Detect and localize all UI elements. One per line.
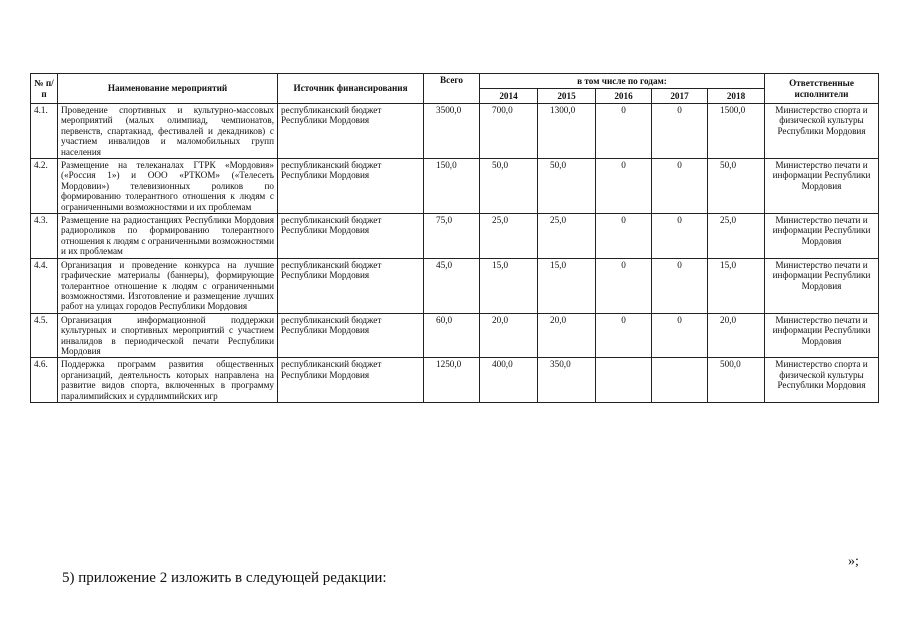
row-responsible: Министерство спорта и физической культуры Республики Мордовия [765, 358, 879, 403]
row-2017: 0 [652, 159, 708, 214]
row-2017 [652, 358, 708, 403]
header-year-2018: 2018 [708, 89, 765, 104]
row-event-name: Проведение спортивных и культурно-массовых мероприятий (малых олимпиад, чемпионатов, первенств, спартакиад, фестивалей и декадников) с участием инвалидов и маломобильных групп населения [58, 104, 278, 159]
row-2016: 0 [596, 214, 652, 259]
header-total: Всего [424, 74, 480, 104]
row-responsible: Министерство спорта и физической культуры Республики Мордовия [765, 104, 879, 159]
row-number: 4.3. [31, 214, 58, 259]
row-total: 45,0 [424, 258, 480, 313]
row-2017: 0 [652, 313, 708, 358]
row-number: 4.4. [31, 258, 58, 313]
row-2018: 25,0 [708, 214, 765, 259]
row-2015: 1300,0 [538, 104, 596, 159]
header-source: Источник финансирования [278, 74, 424, 104]
row-2014: 15,0 [480, 258, 538, 313]
program-table-container [30, 73, 878, 403]
row-funding-source: республиканский бюджет Республики Мордовия [278, 358, 424, 403]
row-2016: 0 [596, 104, 652, 159]
header-year-2014: 2014 [480, 89, 538, 104]
row-2015: 50,0 [538, 159, 596, 214]
row-2014: 400,0 [480, 358, 538, 403]
row-2014: 50,0 [480, 159, 538, 214]
header-num: № п/п [31, 74, 58, 104]
table-row [31, 258, 879, 313]
header-years-group: в том числе по годам: [480, 74, 765, 89]
row-total: 1250,0 [424, 358, 480, 403]
table-row [31, 104, 879, 159]
row-total: 150,0 [424, 159, 480, 214]
row-event-name: Поддержка программ развития общественных организаций, деятельность которых направлена на развитие видов спорта, включенных в программу паралимпийских и сурдлимпийских игр [58, 358, 278, 403]
row-total: 75,0 [424, 214, 480, 259]
row-number: 4.2. [31, 159, 58, 214]
row-2015: 350,0 [538, 358, 596, 403]
row-2015: 15,0 [538, 258, 596, 313]
row-2016: 0 [596, 313, 652, 358]
row-funding-source: республиканский бюджет Республики Мордовия [278, 214, 424, 259]
row-responsible: Министерство печати и информации Республики Мордовия [765, 214, 879, 259]
row-2017: 0 [652, 104, 708, 159]
table-row [31, 159, 879, 214]
row-number: 4.5. [31, 313, 58, 358]
row-responsible: Министерство печати и информации Республики Мордовия [765, 159, 879, 214]
row-event-name: Размещение на телеканалах ГТРК «Мордовия» («Россия 1») и ООО «РТКОМ» («Телесеть Мордовии») телевизионных роликов по формированию толерантного отношения к людям с ограниченными возможностями и их проблемам [58, 159, 278, 214]
row-2018: 500,0 [708, 358, 765, 403]
row-2016 [596, 358, 652, 403]
row-2016: 0 [596, 159, 652, 214]
header-name: Наименование мероприятий [58, 74, 278, 104]
row-2018: 20,0 [708, 313, 765, 358]
row-2018: 15,0 [708, 258, 765, 313]
row-funding-source: республиканский бюджет Республики Мордовия [278, 104, 424, 159]
table-row [31, 214, 879, 259]
row-2017: 0 [652, 214, 708, 259]
row-number: 4.6. [31, 358, 58, 403]
program-table [30, 73, 879, 403]
row-2015: 20,0 [538, 313, 596, 358]
header-year-2016: 2016 [596, 89, 652, 104]
row-responsible: Министерство печати и информации Республики Мордовия [765, 313, 879, 358]
row-number: 4.1. [31, 104, 58, 159]
row-2014: 25,0 [480, 214, 538, 259]
row-responsible: Министерство печати и информации Республики Мордовия [765, 258, 879, 313]
header-responsible: Ответственные исполнители [765, 74, 879, 104]
row-2018: 50,0 [708, 159, 765, 214]
row-event-name: Организация и проведение конкурса на лучшие графические материалы (баннеры), формирующие толерантное отношение к людям с ограниченными возможностями. Изготовление и размещение лучших работ на улицах городов Республики Мордовия [58, 258, 278, 313]
row-total: 60,0 [424, 313, 480, 358]
row-2016: 0 [596, 258, 652, 313]
row-2015: 25,0 [538, 214, 596, 259]
table-row [31, 358, 879, 403]
row-funding-source: республиканский бюджет Республики Мордовия [278, 258, 424, 313]
row-2014: 700,0 [480, 104, 538, 159]
row-funding-source: республиканский бюджет Республики Мордовия [278, 159, 424, 214]
row-event-name: Организация информационной поддержки культурных и спортивных мероприятий с участием инвалидов в периодической печати Республики Мордовия [58, 313, 278, 358]
row-total: 3500,0 [424, 104, 480, 159]
row-2018: 1500,0 [708, 104, 765, 159]
row-funding-source: республиканский бюджет Республики Мордовия [278, 313, 424, 358]
header-year-2017: 2017 [652, 89, 708, 104]
row-2017: 0 [652, 258, 708, 313]
closing-quote-mark: »; [848, 554, 859, 569]
amendment-paragraph: 5) приложение 2 изложить в следующей редакции: [62, 570, 387, 586]
row-event-name: Размещение на радиостанциях Республики Мордовия радиороликов по формированию толерантного отношения к людям с ограниченными возможностями и их проблемам [58, 214, 278, 259]
row-2014: 20,0 [480, 313, 538, 358]
header-year-2015: 2015 [538, 89, 596, 104]
table-row [31, 313, 879, 358]
